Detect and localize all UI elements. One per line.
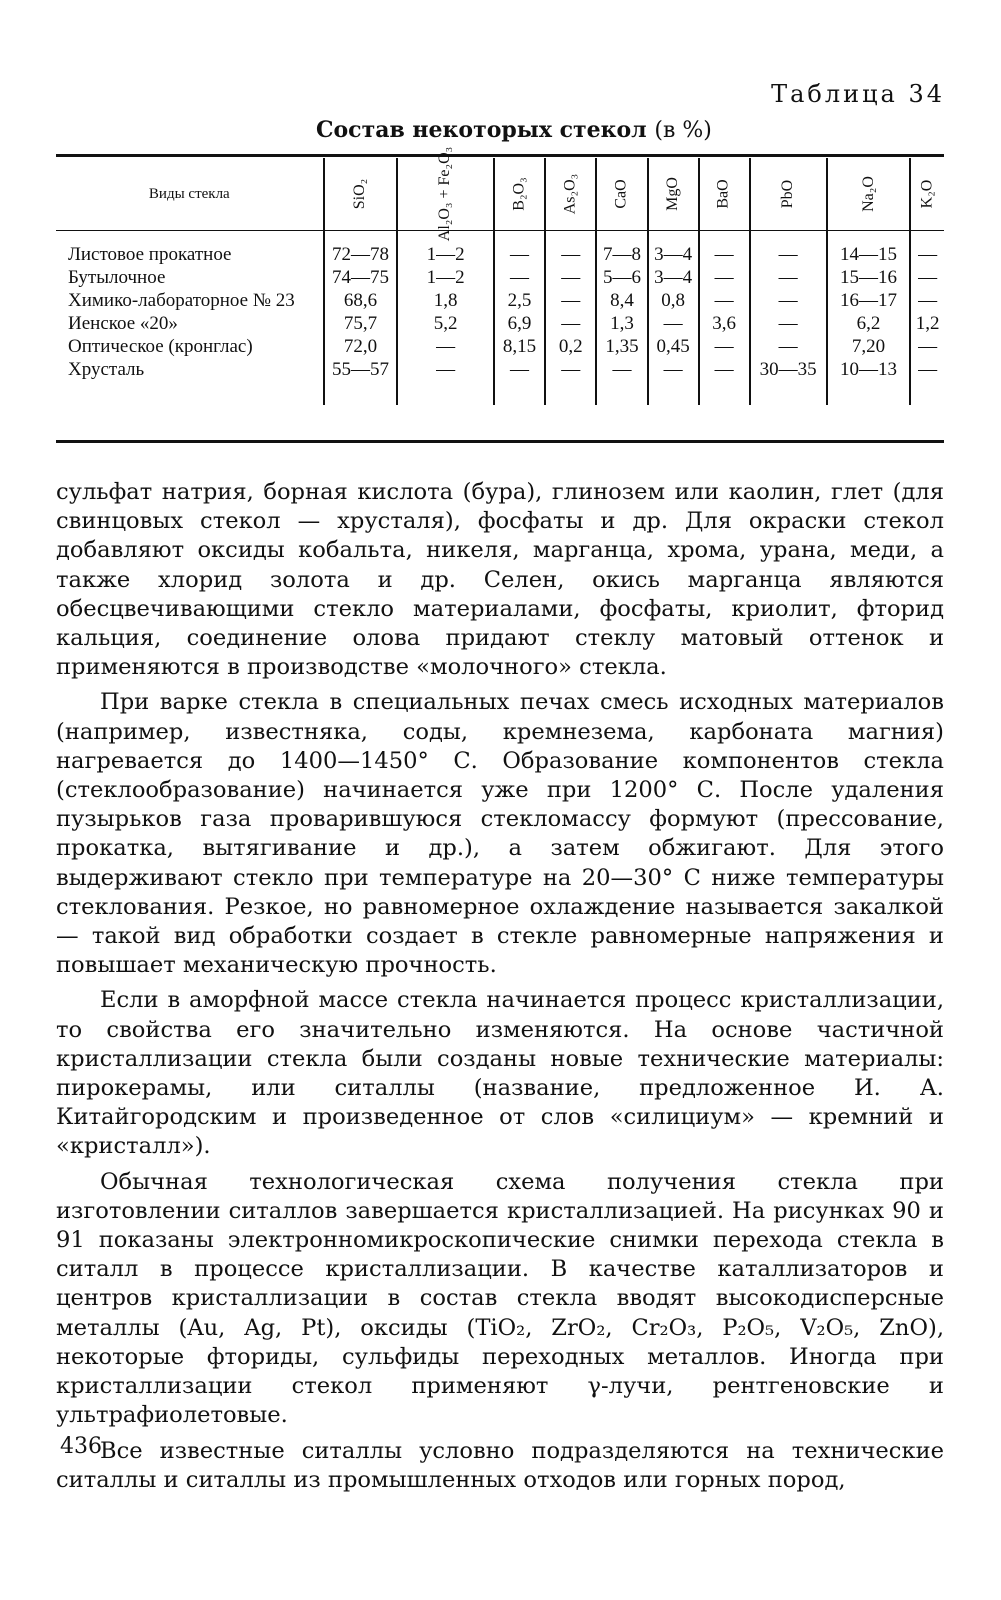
value-cell: — bbox=[918, 359, 938, 380]
table-unit: (в %) bbox=[654, 118, 712, 143]
value-cell: — bbox=[648, 312, 699, 335]
column-header bbox=[750, 158, 827, 231]
table-row bbox=[56, 312, 944, 335]
paragraph: Если в аморфной массе стекла начинается процесс кристаллизации, то свойства его значительно изменяются. На основе частичной кристаллизации стекла были созданы новые технические материалы: пирокерамы, или ситаллы (название, предложенное И. А. Китайгородским и произведенное от слов «силициум» — кремний и «кристалл»). bbox=[56, 987, 944, 1160]
value-cell: 16—17 bbox=[827, 289, 910, 312]
value-cell: — bbox=[750, 231, 827, 267]
value-cell: — bbox=[699, 335, 750, 358]
column-header-text: Виды стекла bbox=[148, 185, 230, 202]
value-cell: 72—78 bbox=[324, 231, 398, 267]
value-cell: 7—8 bbox=[596, 231, 647, 267]
composition-table bbox=[56, 146, 944, 405]
table-title bbox=[316, 117, 712, 143]
value-cell: — bbox=[397, 358, 493, 405]
value-cell: — bbox=[699, 289, 750, 312]
glass-type-cell: Иенское «20» bbox=[56, 312, 324, 335]
value-cell: 6,2 bbox=[827, 312, 910, 335]
table-title-text: Состав некоторых стекол bbox=[316, 117, 647, 143]
value-cell: 1,2 bbox=[915, 313, 940, 334]
page-number: 436 bbox=[60, 1434, 102, 1459]
column-header bbox=[827, 158, 910, 231]
column-header bbox=[56, 158, 324, 231]
column-header-text: K₂O bbox=[918, 179, 936, 209]
value-cell: 3—4 bbox=[648, 266, 699, 289]
value-cell: 1,3 bbox=[596, 312, 647, 335]
column-header-text: Na₂O bbox=[859, 176, 877, 212]
value-cell: 72,0 bbox=[324, 335, 398, 358]
value-cell: 75,7 bbox=[324, 312, 398, 335]
value-cell: 3—4 bbox=[648, 231, 699, 267]
table-bottom-rule bbox=[56, 440, 944, 443]
value-cell: — bbox=[545, 266, 596, 289]
value-cell: — bbox=[648, 358, 699, 405]
value-cell: — bbox=[494, 266, 545, 289]
value-cell: — bbox=[918, 244, 938, 265]
value-cell: 10—13 bbox=[827, 358, 910, 405]
column-header-text: PbO bbox=[779, 179, 797, 209]
value-cell: — bbox=[494, 358, 545, 405]
column-header-text: MgO bbox=[664, 177, 682, 211]
value-cell: — bbox=[545, 312, 596, 335]
value-cell: 0,8 bbox=[648, 289, 699, 312]
value-cell: — bbox=[750, 266, 827, 289]
column-header-text: B₂O₃ bbox=[510, 177, 528, 211]
paragraph: При варке стекла в специальных печах смесь исходных материалов (например, известняка, соды, кремнезема, карбоната магния) нагревается до 1400—1450° С. Образование компонентов стекла (стеклообразование) начинается уже при 1200° С. После удаления пузырьков газа проварившуюся стекломассу формуют (прессование, прокатка, вытягивание и др.), а затем обжигают. Для этого выдерживают стекло при температуре на 20—30° С ниже температуры стеклования. Резкое, но равномерное охлаждение называется закалкой — такой вид обработки создает в стекле равномерные напряжения и повышает механическую прочность. bbox=[56, 689, 944, 979]
value-cell: — bbox=[596, 358, 647, 405]
value-cell: 1—2 bbox=[397, 266, 493, 289]
value-cell: — bbox=[545, 231, 596, 267]
glass-type-cell: Бутылочное bbox=[56, 266, 324, 289]
column-header bbox=[397, 146, 493, 242]
value-cell: 68,6 bbox=[324, 289, 398, 312]
value-cell: 0,2 bbox=[545, 335, 596, 358]
column-header-text: CaO bbox=[612, 179, 630, 209]
value-cell: 7,20 bbox=[827, 335, 910, 358]
glass-type-cell: Хрусталь bbox=[56, 358, 324, 405]
value-cell: — bbox=[397, 335, 493, 358]
value-cell: 15—16 bbox=[827, 266, 910, 289]
value-cell: — bbox=[750, 312, 827, 335]
column-header bbox=[699, 158, 750, 231]
value-cell: — bbox=[918, 290, 938, 311]
table-row bbox=[56, 358, 944, 405]
column-header bbox=[648, 158, 699, 231]
glass-type-cell: Листовое прокатное bbox=[56, 231, 324, 267]
column-header bbox=[324, 158, 398, 231]
column-header-text: SiO₂ bbox=[351, 178, 369, 210]
value-cell: 55—57 bbox=[324, 358, 398, 405]
value-cell: 2,5 bbox=[494, 289, 545, 312]
value-cell: — bbox=[545, 289, 596, 312]
column-header bbox=[596, 158, 647, 231]
table-row bbox=[56, 289, 944, 312]
glass-type-cell: Оптическое (кронглас) bbox=[56, 335, 324, 358]
value-cell: 30—35 bbox=[750, 358, 827, 405]
value-cell: 1,35 bbox=[596, 335, 647, 358]
value-cell: 5,2 bbox=[397, 312, 493, 335]
value-cell: 14—15 bbox=[827, 231, 910, 267]
value-cell: — bbox=[699, 266, 750, 289]
value-cell: 3,6 bbox=[699, 312, 750, 335]
value-cell: — bbox=[750, 289, 827, 312]
column-header-text: As₂O₃ bbox=[561, 173, 579, 215]
value-cell: 6,9 bbox=[494, 312, 545, 335]
value-cell: 0,45 bbox=[648, 335, 699, 358]
value-cell: — bbox=[545, 358, 596, 405]
value-cell: 1,8 bbox=[397, 289, 493, 312]
paragraph: Обычная технологическая схема получения стекла при изготовлении ситаллов завершается кристаллизацией. На рисунках 90 и 91 показаны электронномикроскопические снимки перехода стекла в ситалл в процессе кристаллизации. В качестве каталлизаторов и центров кристаллизации в состав стекла вводят высокодисперсные металлы (Au, Ag, Pt), оксиды (TiO₂, ZrO₂, Cr₂O₃, P₂O₅, V₂O₅, ZnO), некоторые фториды, сульфиды переходных металлов. Иногда при кристаллизации стекол применяют γ-лучи, рентгеновские и ультрафиолетовые. bbox=[56, 1168, 944, 1429]
paragraph: Все известные ситаллы условно подразделяются на технические ситаллы и ситаллы из промышленных отходов или горных пород, bbox=[56, 1437, 944, 1493]
column-header bbox=[494, 158, 545, 231]
value-cell: 8,4 bbox=[596, 289, 647, 312]
table-top-rule bbox=[56, 154, 944, 157]
table-row bbox=[56, 335, 944, 358]
value-cell: — bbox=[750, 335, 827, 358]
table-label: Таблица 34 bbox=[771, 80, 945, 108]
value-cell: — bbox=[494, 231, 545, 267]
body-text bbox=[56, 478, 944, 1501]
value-cell: — bbox=[699, 231, 750, 267]
value-cell: 5—6 bbox=[596, 266, 647, 289]
value-cell: 8,15 bbox=[494, 335, 545, 358]
column-header-text: BaO bbox=[715, 179, 733, 209]
table-body bbox=[56, 231, 944, 406]
table-row bbox=[56, 231, 944, 267]
column-header-text: Al₂O₃ + Fe₂O₃ bbox=[436, 146, 454, 242]
table-header-row bbox=[56, 158, 944, 231]
value-cell: 74—75 bbox=[324, 266, 398, 289]
value-cell: — bbox=[699, 358, 750, 405]
column-header bbox=[910, 158, 944, 231]
column-header bbox=[545, 158, 596, 231]
paragraph: сульфат натрия, борная кислота (бура), глинозем или каолин, глет (для свинцовых стекол — хрусталя), фосфаты и др. Для окраски стекол добавляют оксиды кобальта, никеля, марганца, хрома, урана, меди, а также хлорид золота и др. Селен, окись марганца являются обесцвечивающими стекло материалами, фосфаты, криолит, фторид кальция, соединение олова придают стеклу матовый оттенок и применяются в производстве «молочного» стекла. bbox=[56, 479, 944, 681]
table-row bbox=[56, 266, 944, 289]
glass-type-cell: Химико-лабораторное № 23 bbox=[56, 289, 324, 312]
value-cell: — bbox=[918, 267, 938, 288]
value-cell: 1—2 bbox=[397, 231, 493, 267]
value-cell: — bbox=[918, 336, 938, 357]
